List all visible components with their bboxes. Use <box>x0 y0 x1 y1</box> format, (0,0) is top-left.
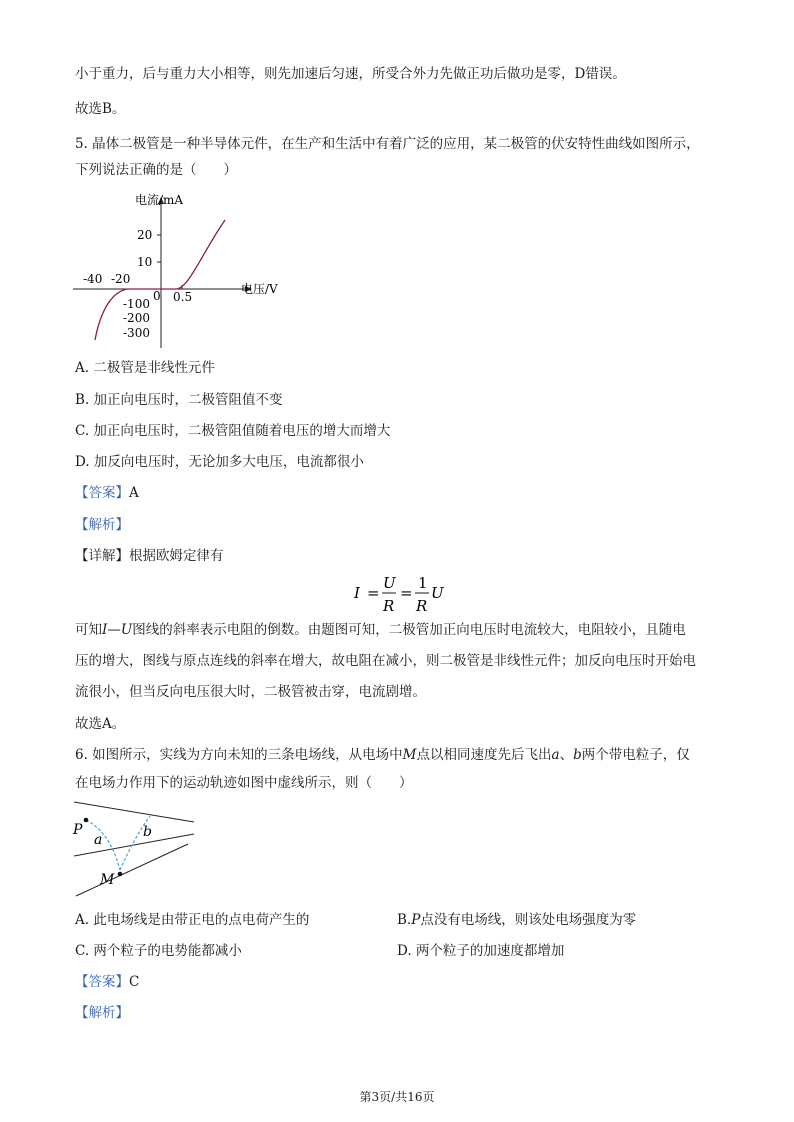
point-M <box>118 872 123 877</box>
answer-tag: 【答案】 <box>75 974 129 990</box>
text: 图线的斜率表示电阻的倒数。由题图可知，二极管加正向电压时电流较大，电阻较小，且随电 <box>132 622 686 638</box>
explanation-line <box>75 620 686 640</box>
label-b: b <box>143 824 152 840</box>
detail-text: 根据欧姆定律有 <box>129 548 224 564</box>
x-tick-label: -40 <box>83 272 103 286</box>
explanation-line: 压的增大，图线与原点连线的斜率在增大，故电阻在减小，则二极管是非线性元件；加反向电压时开始电 <box>75 653 696 669</box>
answer-line <box>75 483 139 503</box>
answer-value: A <box>129 485 139 501</box>
text: 可知 <box>75 622 102 638</box>
question-5-stem: 下列说法正确的是（ ） <box>75 162 237 178</box>
text: — <box>107 622 121 638</box>
option-a: A. 二极管是非线性元件 <box>75 360 215 376</box>
answer-line <box>75 972 139 992</box>
symbol-I: I <box>102 622 108 638</box>
option-b <box>397 910 636 930</box>
text: 6. 如图所示，实线为方向未知的三条电场线，从电场中 <box>75 747 403 763</box>
x-tick-label: 0.5 <box>173 290 193 304</box>
formula-U: U <box>431 584 444 602</box>
symbol-b: b <box>573 747 582 763</box>
option-d: D. 两个粒子的加速度都增加 <box>397 943 565 959</box>
analysis-tag: 【解析】 <box>75 1005 129 1021</box>
symbol-a: a <box>551 747 560 763</box>
symbol-U: U <box>120 622 133 638</box>
formula-I: I <box>354 584 360 602</box>
symbol-M: M <box>402 747 417 763</box>
label-a: a <box>94 832 103 848</box>
option-c: C. 加正向电压时，二极管阻值随着电压的增大而增大 <box>75 423 391 439</box>
origin-label: 0 <box>153 289 161 303</box>
y-tick-label: -300 <box>123 326 150 340</box>
text-line: 小于重力，后与重力大小相等，则先加速后匀速，所受合外力先做正功后做功是零，D错误。 <box>75 66 626 82</box>
x-axis-label: 电压/V <box>241 282 278 296</box>
analysis-tag: 【解析】 <box>75 517 129 533</box>
label-P: P <box>73 822 83 838</box>
field-lines-figure <box>70 798 210 898</box>
page-footer: 第3页/共16页 <box>359 1090 435 1104</box>
formula-one: 1 <box>418 574 428 592</box>
text: 点以相同速度先后飞出 <box>416 747 552 763</box>
field-line <box>76 844 188 896</box>
point-P <box>84 818 89 823</box>
symbol-P: P <box>411 912 421 928</box>
detail-tag: 【详解】 <box>75 548 129 564</box>
question-6-stem: 在电场力作用下的运动轨迹如图中虚线所示，则（ ） <box>75 775 413 791</box>
text: 点没有电场线，则该处电场强度为零 <box>420 912 637 928</box>
question-6-stem <box>75 745 690 765</box>
formula-equals: = <box>400 584 413 602</box>
x-tick-label: -20 <box>111 272 131 286</box>
option-a: A. 此电场线是由带正电的点电荷产生的 <box>75 912 310 928</box>
formula-U: U <box>383 574 396 592</box>
text-line: 故选B。 <box>75 101 126 117</box>
label-M: M <box>100 872 115 888</box>
text: 、 <box>559 747 574 763</box>
ohms-law-formula <box>350 572 470 616</box>
answer-tag: 【答案】 <box>75 485 129 501</box>
option-b: B. 加正向电压时，二极管阻值不变 <box>75 392 283 408</box>
selection-line: 故选A。 <box>75 716 126 732</box>
formula-R: R <box>383 597 395 615</box>
text: B. <box>397 912 412 928</box>
formula-R: R <box>416 597 428 615</box>
y-tick-label: 20 <box>137 228 153 242</box>
option-c: C. 两个粒子的电势能都减小 <box>75 943 242 959</box>
trajectory-a <box>86 820 120 870</box>
question-5-stem: 5. 晶体二极管是一种半导体元件，在生产和生活中有着广泛的应用，某二极管的伏安特性曲线如图所示， <box>75 136 700 152</box>
formula-equals: = <box>367 584 380 602</box>
text: 两个带电粒子，仅 <box>581 747 690 763</box>
y-axis-label: 电流/mA <box>135 193 184 207</box>
option-d: D. 加反向电压时，无论加多大电压，电流都很小 <box>75 454 364 470</box>
y-tick-label: -100 <box>123 297 150 311</box>
diode-iv-figure <box>65 182 305 348</box>
y-tick-label: -200 <box>123 311 150 325</box>
explanation-line: 流很小，但当反向电压很大时，二极管被击穿，电流剧增。 <box>75 684 426 700</box>
field-line <box>74 802 194 822</box>
detail-line <box>75 546 224 566</box>
field-line <box>74 834 194 856</box>
y-tick-label: 10 <box>137 255 153 269</box>
answer-value: C <box>129 974 140 990</box>
